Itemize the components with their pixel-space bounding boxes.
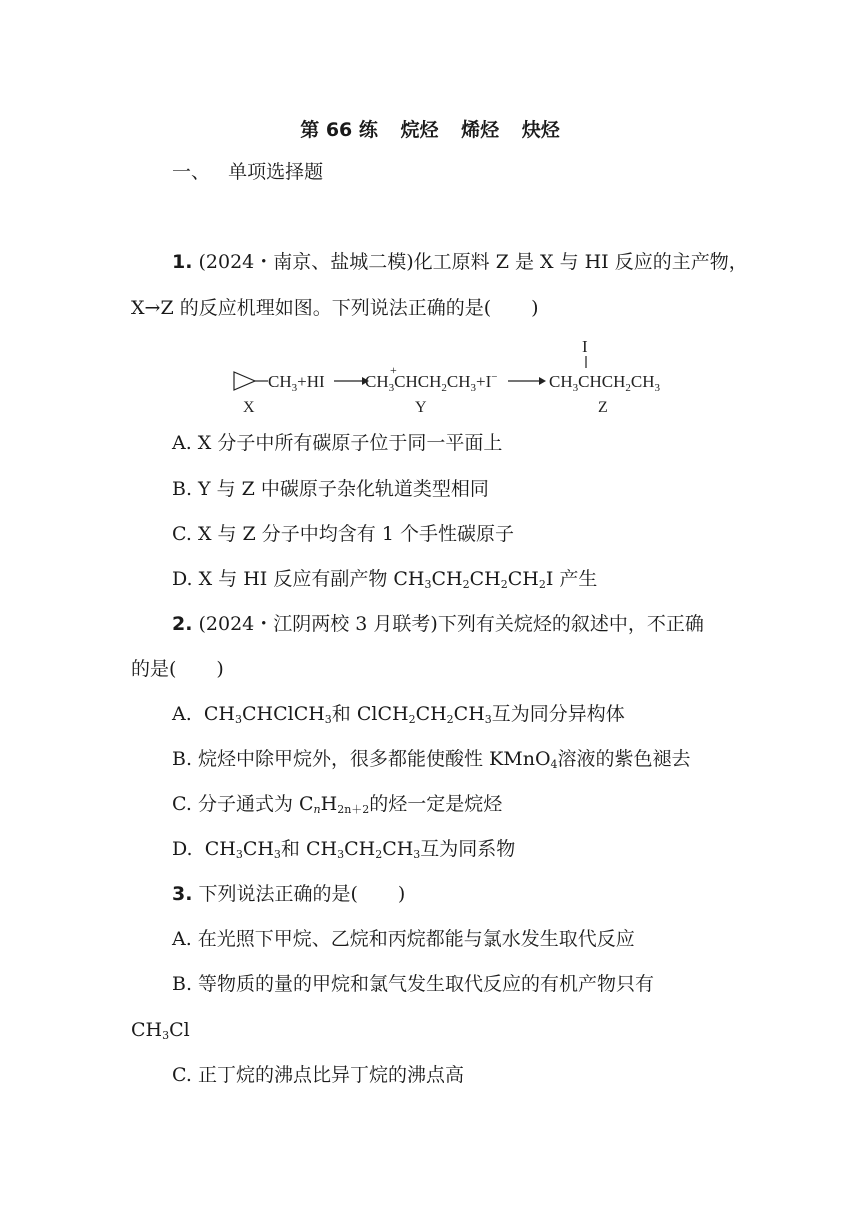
title-part-4: 炔烃 — [521, 119, 560, 141]
q2-optc-sub: 2n＋2 — [337, 803, 370, 816]
title-part-1: 第 66 练 — [300, 119, 378, 141]
label-z: Z — [598, 399, 608, 416]
y-sub-a: 3 — [388, 382, 395, 394]
plus-hi: +HI — [297, 372, 325, 391]
q1-optd-i: I — [545, 568, 554, 590]
q2-stem-line1 — [172, 612, 704, 636]
section-heading — [172, 160, 323, 184]
q2-opta-sub-5: 3 — [484, 713, 492, 726]
q1-option-d — [172, 567, 597, 591]
q2-optb-2: 溶液的紫色褪去 — [557, 748, 691, 770]
arrow-2-head — [539, 377, 546, 385]
q2-optd-3: 和 CH — [280, 838, 338, 860]
q2-optd-sub-1: 3 — [235, 848, 243, 861]
svg-text:CH3+HI — [268, 372, 325, 394]
q1-stem-text2: Z 的反应机理如图。下列说法正确的是( — [160, 297, 492, 319]
y-formula-c: CH — [446, 372, 471, 391]
q3-stem — [172, 882, 405, 906]
q2-opta-sub-3: 2 — [408, 713, 416, 726]
svg-text:CH3CHCH2CH3 — [549, 372, 660, 394]
y-charge: + — [390, 363, 397, 377]
q3-optb-cont-sub: 3 — [162, 1029, 170, 1042]
q2-number: 2. — [172, 613, 193, 635]
section-number: 一、 — [172, 161, 211, 183]
q1-reaction-scheme — [228, 335, 678, 420]
q3-paren-close: ) — [397, 883, 406, 905]
q2-optd-5: CH — [382, 838, 414, 860]
y-sub-c: 3 — [470, 382, 476, 394]
q1-stem-text1: (2024・南京、盐城二模)化工原料 Z 是 X 与 HI 反应的主产物， — [198, 251, 748, 273]
q2-optb-sub: 4 — [550, 758, 558, 771]
z-formula-c: CH — [630, 372, 655, 391]
q2-opta-6: 互为同分异构体 — [491, 703, 625, 725]
q1-optd-post: 产生 — [553, 568, 598, 590]
q2-optc-2: 的烃一定是烷烃 — [369, 793, 503, 815]
q3-number: 3. — [172, 883, 193, 905]
q2-optc-1: C. 分子通式为 C — [172, 793, 314, 815]
q2-opta-3: 和 ClCH — [331, 703, 409, 725]
y-formula-b: CHCH — [394, 372, 442, 391]
q2-optc-n: n — [313, 803, 321, 816]
q1-optd-sub-1: 3 — [424, 578, 432, 591]
q3-optb-cont-2: Cl — [169, 1019, 190, 1041]
q2-optd-label: D. — [172, 838, 193, 860]
label-y: Y — [415, 399, 427, 416]
title-part-3: 烯烃 — [461, 119, 500, 141]
q2-option-d — [172, 837, 515, 861]
q2-optd-6: 互为同系物 — [420, 838, 516, 860]
q2-opta-sub-1: 3 — [234, 713, 242, 726]
section-label: 单项选择题 — [228, 161, 324, 183]
q2-opta-sub-2: 3 — [324, 713, 332, 726]
q2-optd-2: CH — [242, 838, 274, 860]
q2-opta-4: CH — [415, 703, 447, 725]
q1-stem-line1 — [172, 250, 748, 274]
y-formula-a: CH — [365, 372, 389, 391]
q1-option-b: B. Y 与 Z 中碳原子杂化轨道类型相同 — [172, 478, 489, 500]
q2-paren-close: ) — [216, 658, 224, 680]
i-charge: − — [491, 371, 498, 383]
q2-opta-5: CH — [453, 703, 485, 725]
q2-stem-line2 — [131, 657, 224, 681]
q1-option-a: A. X 分子中所有碳原子位于同一平面上 — [172, 432, 503, 454]
q2-optd-sub-5: 3 — [413, 848, 421, 861]
q1-stem-x: X — [131, 297, 145, 319]
q1-optd-sub-3: 2 — [500, 578, 508, 591]
q3-option-b-cont — [131, 1018, 190, 1042]
z-formula-b: CHCH — [578, 372, 626, 391]
q2-opta-1: CH — [203, 703, 235, 725]
q3-option-a: A. 在光照下甲烷、乙烷和丙烷都能与氯水发生取代反应 — [172, 928, 635, 950]
x-ch3-c: CH — [268, 372, 292, 391]
z-sub-c: 3 — [654, 382, 660, 394]
q1-number: 1. — [172, 251, 193, 273]
q1-optd-sub-4: 2 — [538, 578, 546, 591]
z-sub-a: 3 — [572, 382, 579, 394]
q1-optd-sub-2: 2 — [462, 578, 470, 591]
x-ch3-sub: 3 — [291, 382, 298, 394]
q1-optd-ch-3: CH — [507, 568, 539, 590]
q3-option-c: C. 正丁烷的沸点比异丁烷的沸点高 — [172, 1064, 464, 1086]
label-x: X — [243, 399, 255, 416]
q1-stem-line2 — [131, 296, 539, 320]
q2-optd-sub-4: 2 — [375, 848, 383, 861]
q2-opta-2: CHClCH — [241, 703, 325, 725]
q3-stem-text: 下列说法正确的是( — [198, 883, 358, 905]
q2-option-b — [172, 747, 691, 771]
q1-paren-close: ) — [531, 297, 539, 319]
title-part-2: 烷烃 — [400, 119, 439, 141]
q2-opta-label: A. — [172, 703, 192, 725]
q2-stem-text1: (2024・江阴两校 3 月联考)下列有关烷烃的叙述中，不正确 — [198, 613, 704, 635]
q1-optd-pre: D. X 与 HI 反应有副产物 CH — [172, 568, 425, 590]
q2-optd-4: CH — [344, 838, 376, 860]
q1-optd-ch-2: CH — [469, 568, 501, 590]
z-formula-a: CH — [549, 372, 573, 391]
q2-optb-1: B. 烷烃中除甲烷外，很多都能使酸性 KMnO — [172, 748, 551, 770]
svg-text:CH3CHCH2CH3+I− — [365, 371, 497, 394]
q2-stem-text2: 的是( — [131, 658, 177, 680]
cyclopropane-ring-icon — [234, 372, 255, 390]
q3-optb-cont-1: CH — [131, 1019, 163, 1041]
z-iodine: I — [582, 337, 588, 356]
page-title — [0, 115, 860, 142]
z-sub-b: 2 — [625, 382, 631, 394]
q2-option-a — [172, 702, 625, 726]
q2-opta-sub-4: 2 — [446, 713, 454, 726]
q1-optd-ch-1: CH — [431, 568, 463, 590]
q2-option-c — [172, 792, 502, 816]
plus-i: +I — [475, 372, 492, 391]
q1-option-c: C. X 与 Z 分子中均含有 1 个手性碳原子 — [172, 523, 514, 545]
q2-optd-sub-2: 3 — [273, 848, 281, 861]
q2-optd-sub-3: 3 — [337, 848, 345, 861]
q2-optc-h: H — [320, 793, 338, 815]
q2-optd-1: CH — [204, 838, 236, 860]
q1-stem-arrow: → — [144, 297, 161, 319]
y-sub-b: 2 — [441, 382, 447, 394]
q3-option-b: B. 等物质的量的甲烷和氯气发生取代反应的有机产物只有 — [172, 973, 655, 995]
